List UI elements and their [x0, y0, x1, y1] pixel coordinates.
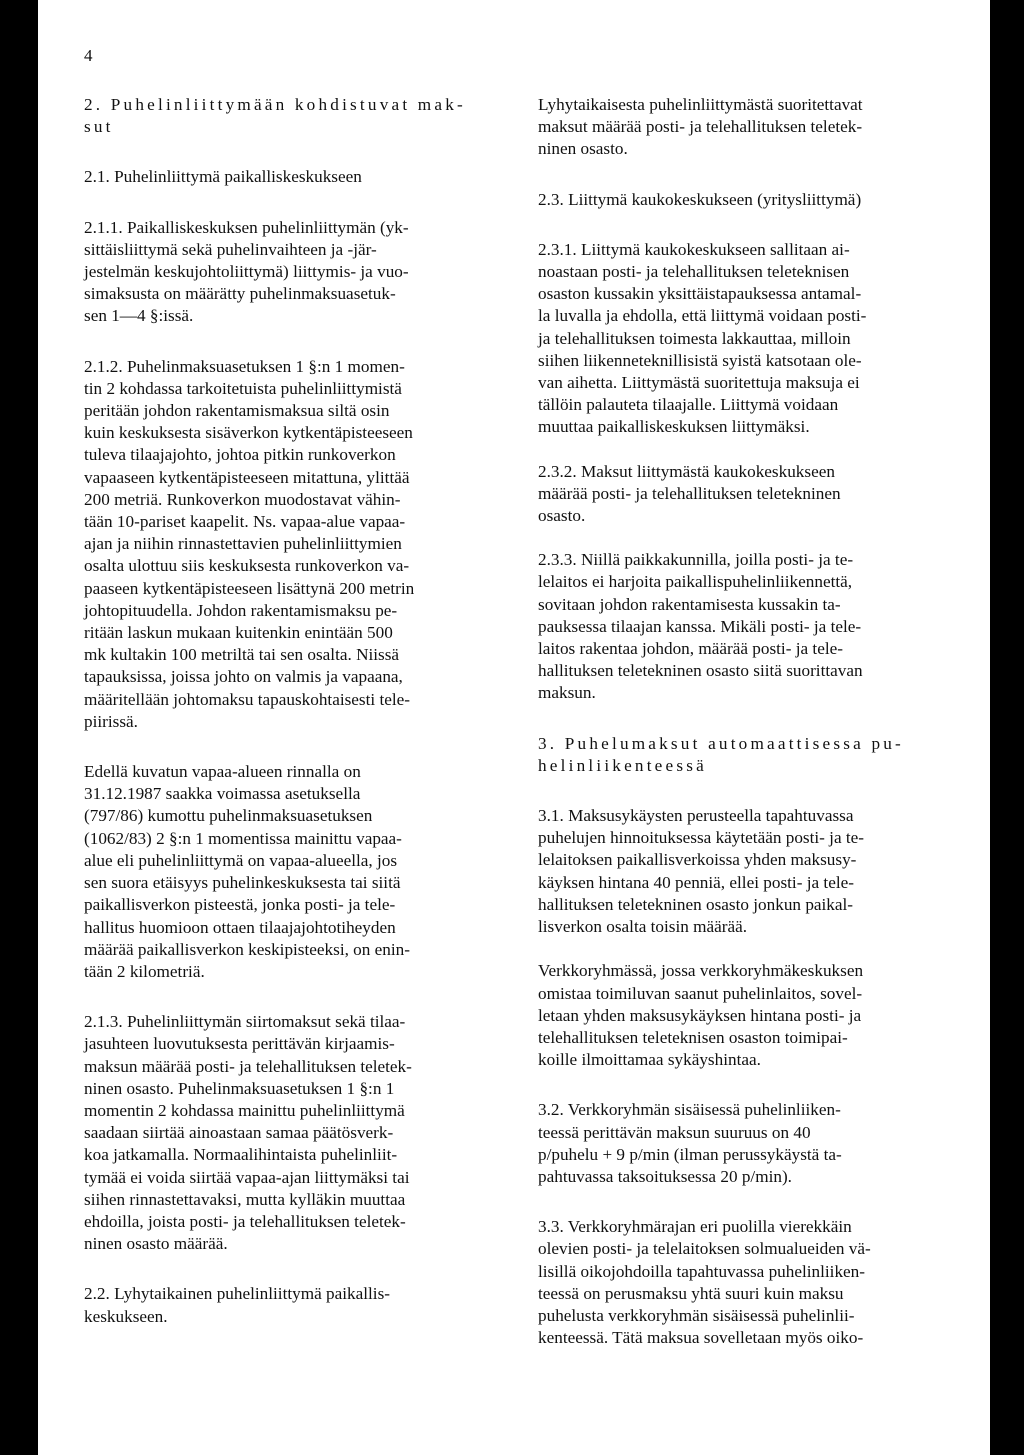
text-line: 2.3.3. Niillä paikkakunnilla, joilla posti- ja te-: [538, 550, 854, 570]
text-line: maksun määrää posti- ja telehallituksen teletek-: [84, 1056, 412, 1076]
text-line: piirissä.: [84, 711, 138, 731]
text-line: osaston kussakin yksittäistapauksessa antamal-: [538, 284, 862, 304]
text-line: sen suora etäisyys puhelinkeskuksesta tai siitä: [84, 873, 401, 893]
text-line: tuleva tilaajajohto, johtoa pitkin runkoverkon: [84, 445, 396, 465]
text-line: käyksen hintana 40 penniä, ellei posti- ja tele-: [538, 872, 854, 892]
paragraph-gap: [538, 1188, 960, 1216]
text-line: keskukseen.: [84, 1306, 168, 1326]
text-line: lisillä oikojohdoilla tapahtuvassa puhelinliiken-: [538, 1261, 865, 1281]
text-line: sut: [84, 117, 114, 137]
text-line: 2.3.1. Liittymä kaukokeskukseen sallitaan ai-: [538, 239, 850, 259]
text-line: 3.2. Verkkoryhmän sisäisessä puhelinliiken-: [538, 1100, 841, 1120]
text-line: 3. Puhelumaksut automaattisessa pu-: [538, 733, 904, 753]
text-line: ninen osasto.: [538, 139, 628, 159]
text-line: laitos rakentaa johdon, määrää posti- ja tele-: [538, 639, 843, 659]
page-number: 4: [84, 46, 93, 65]
text-line: 3.1. Maksusykäysten perusteella tapahtuvassa: [538, 806, 854, 826]
text-line: olevien posti- ja telelaitoksen solmualueiden vä-: [538, 1239, 871, 1259]
text-line: telehallituksen teleteknisen osaston toimipai-: [538, 1027, 848, 1047]
paragraph-p2-3-2: [538, 461, 960, 528]
paragraph-gap: [84, 138, 506, 166]
text-line: siihen rinnastettavaksi, mutta kylläkin muuttaa: [84, 1189, 406, 1209]
text-line: ninen osasto määrää.: [84, 1234, 228, 1254]
left-column: [84, 94, 506, 1328]
text-line: ja telehallituksen toimesta lakkauttaa, milloin: [538, 328, 851, 348]
paragraph-gap: [538, 777, 960, 805]
text-line: 2.1.2. Puhelinmaksuasetuksen 1 §:n 1 momen-: [84, 356, 405, 376]
paragraph-gap: [84, 1255, 506, 1283]
paragraph-gap: [84, 983, 506, 1011]
text-line: simaksusta on määrätty puhelinmaksuasetuk-: [84, 284, 396, 304]
text-line: koille ilmoittamaa sykäyshintaa.: [538, 1050, 761, 1070]
text-line: helinliikenteessä: [538, 755, 707, 775]
paragraph-p2-3-3: [538, 549, 960, 704]
text-line: sen 1—4 §:issä.: [84, 306, 194, 326]
text-line: jestelmän keskujohtoliittymä) liittymis- ja vuo-: [84, 262, 409, 282]
text-line: ajan ja niihin rinnastettavien puhelinliittymien: [84, 534, 402, 554]
section-heading-h2: [84, 94, 506, 138]
text-line: ritään laskun mukaan kuitenkin enintään 500: [84, 623, 393, 643]
paragraph-gap: [84, 328, 506, 356]
text-line: tymää ei voida siirtää vapaa-ajan liittymäksi tai: [84, 1167, 410, 1187]
text-line: paaseen kytkentäpisteeseen lisättynä 200 metrin: [84, 578, 415, 598]
text-line: alue eli puhelinliittymä on vapaa-alueella, jos: [84, 850, 398, 870]
text-line: siihen liikenneteknillisistä syistä katsotaan ole-: [538, 350, 862, 370]
paragraph-p2-2: [84, 1283, 506, 1327]
text-line: osalta ulottuu siis keskuksesta runkoverkon va-: [84, 556, 410, 576]
paragraph-p2-3-1: [538, 239, 960, 439]
paragraph-gap: [538, 1071, 960, 1099]
text-line: Verkkoryhmässä, jossa verkkoryhmäkeskuksen: [538, 961, 864, 981]
text-line: maksut määrää posti- ja telehallituksen teletek-: [538, 117, 863, 137]
text-line: p/puhelu + 9 p/min (ilman perussykäystä ta-: [538, 1144, 842, 1164]
text-line: hallituksen teletekninen osasto siitä suorittavan: [538, 661, 863, 681]
text-line: sovitaan johdon rakentamisesta kussakin ta-: [538, 594, 841, 614]
text-line: tällöin palauteta tilaajalle. Liittymä voidaan: [538, 395, 839, 415]
text-line: momentin 2 kohdassa mainittu puhelinliittymä: [84, 1100, 405, 1120]
text-line: lisverkon osalta toisin määrää.: [538, 917, 748, 937]
text-line: pauksessa tilaajan kanssa. Mikäli posti- ja tele-: [538, 616, 862, 636]
text-line: 3.3. Verkkoryhmärajan eri puolilla vierekkäin: [538, 1217, 852, 1237]
text-line: johtopituudella. Johdon rakentamismaksu pe-: [84, 600, 398, 620]
text-line: van aihetta. Liittymästä suoritettuja maksuja ei: [538, 373, 860, 393]
paragraph-h2-3: [538, 189, 960, 211]
paragraph-gap: [538, 938, 960, 960]
text-line: puhelusta verkkoryhmän sisäisessä puhelinlii-: [538, 1305, 855, 1325]
paragraph-p-lyhyt: [538, 94, 960, 161]
paragraph-h2-1: [84, 166, 506, 188]
text-line: hallitus huomioon ottaen tilaajajohtotiheyden: [84, 917, 396, 937]
text-line: 2.1.1. Paikalliskeskuksen puhelinliittymän (yk-: [84, 217, 409, 237]
text-line: omistaa toimiluvan saanut puhelinlaitos, sovel-: [538, 983, 863, 1003]
paragraph-gap: [84, 733, 506, 761]
text-line: muuttaa paikalliskeskuksen liittymäksi.: [538, 417, 810, 437]
text-line: 2.3.2. Maksut liittymästä kaukokeskukseen: [538, 461, 835, 481]
text-line: teessä on perusmaksu yhtä suuri kuin maksu: [538, 1283, 844, 1303]
text-line: tapauksissa, joissa johto on valmis ja vapaana,: [84, 667, 403, 687]
text-line: määrää paikallisverkon keskipisteeksi, on enin-: [84, 939, 410, 959]
paragraph-p2-1-1: [84, 217, 506, 328]
text-line: lelaitos ei harjoita paikallispuhelinliikennettä,: [538, 572, 853, 592]
text-line: 2.2. Lyhytaikainen puhelinliittymä paikallis-: [84, 1284, 390, 1304]
paragraph-p3-3: [538, 1216, 960, 1349]
text-line: sittäisliittymä sekä puhelinvaihteen ja -jär-: [84, 239, 377, 259]
text-line: 2.1. Puhelinliittymä paikalliskeskukseen: [84, 167, 362, 187]
text-line: määrää posti- ja telehallituksen teletekninen: [538, 483, 841, 503]
text-line: (797/86) kumottu puhelinmaksuasetuksen: [84, 806, 373, 826]
scan-border-left: [0, 0, 38, 1455]
paragraph-gap: [84, 189, 506, 217]
text-line: 31.12.1987 saakka voimassa asetuksella: [84, 784, 361, 804]
paragraph-gap: [538, 211, 960, 239]
text-line: maksun.: [538, 683, 596, 703]
paragraph-gap: [538, 527, 960, 549]
text-line: noastaan posti- ja telehallituksen teleteknisen: [538, 262, 850, 282]
text-line: 200 metriä. Runkoverkon muodostavat vähin-: [84, 489, 401, 509]
text-line: kuin keskuksesta sisäverkon kytkentäpisteeseen: [84, 423, 413, 443]
paragraph-gap: [538, 705, 960, 733]
text-line: 2. Puhelinliittymään kohdistuvat mak-: [84, 95, 466, 114]
scan-border-right: [990, 0, 1024, 1455]
right-column: [538, 94, 960, 1349]
text-line: ehdoilla, joista posti- ja telehallituksen teletek-: [84, 1211, 406, 1231]
paragraph-gap: [538, 439, 960, 461]
text-line: tään 10-pariset kaapelit. Ns. vapaa-alue vapaa-: [84, 512, 406, 532]
paragraph-p2-1-3: [84, 1011, 506, 1255]
text-line: kenteessä. Tätä maksua sovelletaan myös oiko-: [538, 1328, 864, 1348]
text-line: paikallisverkon pisteestä, jonka posti- ja tele-: [84, 895, 396, 915]
paragraph-gap: [538, 161, 960, 189]
text-line: ninen osasto. Puhelinmaksuasetuksen 1 §:n 1: [84, 1078, 395, 1098]
text-line: 2.1.3. Puhelinliittymän siirtomaksut sekä tilaa-: [84, 1012, 406, 1032]
text-line: 2.3. Liittymä kaukokeskukseen (yritysliittymä): [538, 189, 862, 209]
text-line: puhelujen hinnoituksessa käytetään posti- ja te-: [538, 828, 865, 848]
paragraph-p3-2: [538, 1099, 960, 1188]
section-heading-h3: [538, 733, 960, 777]
text-line: osasto.: [538, 506, 586, 526]
text-line: vapaaseen kytkentäpisteeseen mitattuna, ylittää: [84, 467, 410, 487]
text-line: saadaan siirtää ainoastaan samaa päätösverk-: [84, 1123, 394, 1143]
text-line: Lyhytaikaisesta puhelinliittymästä suoritettavat: [538, 95, 863, 114]
paragraph-p3-1: [538, 805, 960, 938]
text-line: koa jatkamalla. Normaalihintaista puhelinliit-: [84, 1145, 398, 1165]
text-line: peritään johdon rakentamismaksua siltä osin: [84, 401, 390, 421]
text-line: lelaitoksen paikallisverkoissa yhden maksusy-: [538, 850, 857, 870]
text-line: mk kultakin 100 metriltä tai sen osalta. Niissä: [84, 645, 400, 665]
text-line: letaan yhden maksusykäyksen hintana posti- ja: [538, 1005, 862, 1025]
text-line: pahtuvassa taksoituksessa 20 p/min).: [538, 1166, 792, 1186]
text-line: la luvalla ja ehdolla, että liittymä voidaan posti-: [538, 306, 867, 326]
text-line: jasuhteen luovutuksesta perittävän kirjaamis-: [84, 1034, 395, 1054]
text-line: teessä perittävän maksun suuruus on 40: [538, 1122, 811, 1142]
text-line: (1062/83) 2 §:n 1 momentissa mainittu vapaa-: [84, 828, 402, 848]
text-line: tin 2 kohdassa tarkoitetuista puhelinliittymistä: [84, 378, 402, 398]
paragraph-p-vapaa: [84, 761, 506, 983]
paragraph-p-verkko: [538, 960, 960, 1071]
paragraph-p2-1-2: [84, 356, 506, 733]
text-line: hallituksen teletekninen osasto jonkun paikal-: [538, 894, 854, 914]
text-line: Edellä kuvatun vapaa-alueen rinnalla on: [84, 762, 361, 782]
text-line: tään 2 kilometriä.: [84, 961, 205, 981]
text-line: määritellään johtomaksu tapauskohtaisesti tele-: [84, 689, 410, 709]
